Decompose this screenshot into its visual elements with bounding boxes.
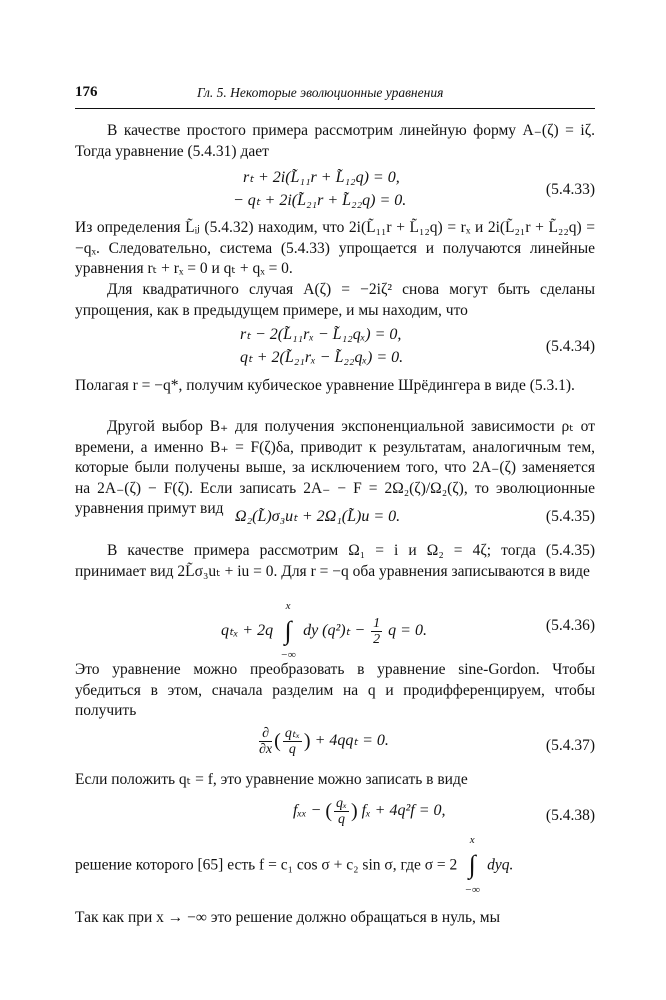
paragraph-2: Из определения L̃ᵢⱼ (5.4.32) находим, что 2i(L̃₁₁r + L̃₁₂q) = rₓ и 2i(L̃₂₁r + L̃₂₂q) = −qₓ. Следовательно, система (5.4.33) упрощается и получаются линейные уравнения rₜ + rₓ = 0 и qₜ + qₓ = 0.	[75, 219, 595, 278]
integral-sign: x ∫ −∞	[461, 852, 483, 880]
equation-5-4-33-line-2: − qₜ + 2i(L̃₂₁r + L̃₂₂q) = 0.	[233, 192, 407, 209]
derivative-denominator: ∂x	[259, 742, 273, 757]
equation-5-4-37	[75, 726, 595, 766]
fraction-numerator: qₓ	[336, 796, 347, 811]
equation-5-4-38-rest: fₓ + 4q²f = 0,	[361, 802, 446, 820]
paragraph-9-tail: dyq.	[487, 856, 514, 874]
equation-5-4-36-integrand: dy (q²)ₜ −	[303, 622, 366, 640]
equation-5-4-34-line-2: qₜ + 2(L̃₂₁rₓ − L̃₂₂qₓ) = 0.	[240, 349, 404, 366]
integral-upper-limit: x	[469, 834, 475, 846]
equation-5-4-34	[75, 325, 595, 369]
derivative-numerator: ∂	[259, 726, 272, 742]
equation-number: (5.4.33)	[545, 181, 595, 198]
equation-5-4-38-body: fₓₓ − ( $\frac{\text{qₓ}}{q}$ ) fₓ + 4q²f = 0,	[293, 796, 446, 827]
paragraph-1: В качестве простого примера рассмотрим линейную форму A₋(ζ) = iζ. Тогда уравнение (5.4.31) дает	[75, 122, 595, 160]
paragraph-9-text: решение которого [65] есть f = c₁ cos σ + c₂ sin σ, где σ = 2	[75, 856, 458, 874]
page-number: 176	[75, 84, 98, 100]
equation-5-4-36	[75, 594, 595, 661]
equation-number: (5.4.35)	[545, 508, 595, 525]
paragraph-6: В качестве примера рассмотрим Ω₁ = i и Ω₂ = 4ζ; тогда (5.4.35) принимает вид 2L̃σ₃uₜ + iu = 0. Для r = −q оба уравнения записываются в виде	[75, 542, 595, 580]
fraction-denominator: q	[288, 742, 296, 757]
equation-5-4-36-rhs: q = 0.	[388, 622, 427, 640]
fraction-qtx-over-q	[283, 726, 302, 757]
paragraph-10: Так как при x → −∞ это решение должно обращаться в нуль, мы	[75, 909, 501, 926]
equation-5-4-35	[75, 507, 595, 529]
fraction-denominator: q	[338, 812, 345, 827]
paragraph-9	[75, 834, 595, 896]
equation-5-4-36-lhs: qₜₓ + 2q	[221, 622, 274, 640]
equation-5-4-38-lhs: fₓₓ −	[293, 802, 322, 820]
equation-5-4-34-line-1: rₜ − 2(L̃₁₁rₓ − L̃₁₂qₓ) = 0,	[240, 326, 402, 343]
paragraph-7: Это уравнение можно преобразовать в уравнение sine-Gordon. Чтобы убедиться в этом, сначала разделим на q и продифференцируем, чтобы получить	[75, 661, 595, 720]
fraction-qx-over-q	[334, 796, 349, 827]
integral-lower-limit: −∞	[280, 649, 296, 661]
equation-5-4-33-line-1: rₜ + 2i(L̃₁₁r + L̃₁₂q) = 0,	[243, 169, 400, 186]
derivative-operator	[259, 726, 272, 757]
fraction-denominator: 2	[373, 632, 381, 647]
equation-number: (5.4.38)	[545, 807, 595, 824]
equation-5-4-35-body: Ω₂(L̃)σ₃uₜ + 2Ω₁(L̃)u = 0.	[235, 508, 401, 525]
paragraph-3: Для квадратичного случая A(ζ) = −2iζ² снова могут быть сделаны упрощения, как в предыдущем примере, и мы находим, что	[75, 281, 595, 319]
equation-5-4-37-body: $\frac{\partial}{\partial x}$ ( $\frac{\text{qₜₓ}}{q}$ ) + 4qqₜ = 0.	[259, 726, 389, 757]
fraction-numerator: 1	[373, 616, 381, 631]
fraction-one-half	[371, 616, 382, 647]
running-head: Гл. 5. Некоторые эволюционные уравнения	[197, 85, 444, 100]
fraction-numerator: qₜₓ	[284, 726, 300, 741]
equation-5-4-33	[75, 168, 595, 212]
integral-sign: x ∫ −∞	[277, 618, 299, 645]
paragraph-5: Другой выбор B₊ для получения экспоненциальной зависимости ρₜ от времени, а именно B₊ = F(ζ)δa, приводит к результатам, аналогичным тем, которые были получены выше, за исключением того, что 2A₋(ζ) заменяется на 2A₋(ζ) − F(ζ). Если записать 2A₋ − F = 2Ω₂(ζ)/Ω₂(ζ), то эволюционные уравнения примут вид	[75, 418, 595, 518]
integral-upper-limit: x	[285, 600, 291, 612]
integral-lower-limit: −∞	[464, 883, 480, 896]
equation-5-4-36-body	[221, 600, 427, 661]
page-header	[75, 84, 595, 109]
equation-number: (5.4.34)	[545, 338, 595, 355]
equation-5-4-37-rest: + 4qqₜ = 0.	[314, 732, 389, 750]
equation-5-4-38	[75, 796, 595, 836]
paragraph-8: Если положить qₜ = f, это уравнение можно записать в виде	[75, 771, 468, 788]
paragraph-4: Полагая r = −q*, получим кубическое уравнение Шрёдингера в виде (5.3.1).	[75, 377, 575, 394]
equation-number: (5.4.37)	[545, 737, 595, 754]
equation-number: (5.4.36)	[545, 617, 595, 634]
